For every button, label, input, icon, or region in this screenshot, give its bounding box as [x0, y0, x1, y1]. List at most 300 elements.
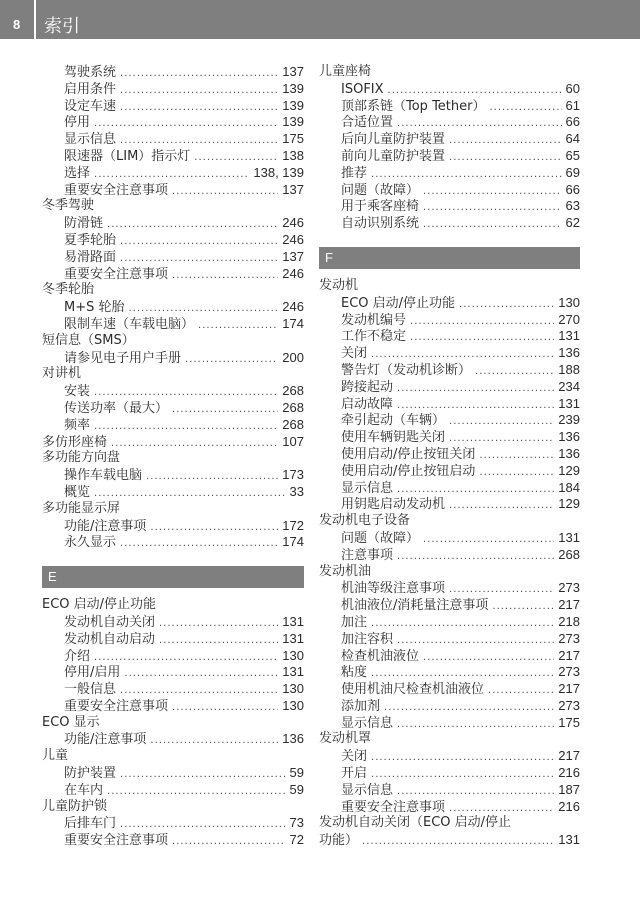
index-entry — [319, 832, 580, 849]
entry-label: 启用条件 — [64, 81, 117, 97]
section-header-e: E — [42, 566, 304, 588]
dot-leader — [423, 200, 562, 217]
page-reference: 184 — [558, 479, 580, 495]
index-subentry — [319, 782, 580, 799]
dot-leader — [397, 633, 554, 650]
page-reference: 64 — [565, 131, 580, 147]
page-reference: 273 — [558, 697, 580, 713]
entry-label: 开启 — [341, 766, 368, 782]
page-reference: 174 — [282, 534, 304, 550]
index-subentry — [42, 698, 304, 715]
dot-leader — [449, 431, 554, 448]
index-subentry — [319, 165, 580, 182]
index-subentry — [319, 715, 580, 732]
entry-label: 重要安全注意事项 — [64, 833, 169, 849]
index-entry — [42, 597, 304, 614]
spacer — [42, 588, 304, 597]
page-reference: 246 — [282, 265, 304, 281]
index-subentry — [319, 198, 580, 215]
index-subentry — [42, 832, 304, 849]
index-subentry — [42, 782, 304, 799]
entry-label: 重要安全注意事项 — [341, 799, 446, 815]
index-subentry — [319, 547, 580, 564]
dot-leader — [94, 419, 278, 436]
dot-leader — [107, 217, 278, 234]
entry-label: 对讲机 — [42, 366, 82, 382]
page-reference: 137 — [282, 64, 304, 79]
page-reference: 136 — [558, 429, 580, 445]
index-subentry — [42, 534, 304, 551]
page-reference: 188 — [558, 361, 580, 377]
dot-leader — [172, 268, 278, 285]
entry-label: 多仿形座椅 — [42, 434, 108, 450]
index-subentry — [319, 664, 580, 681]
page-reference: 131 — [282, 613, 304, 629]
index-entry — [42, 198, 304, 215]
dot-leader — [397, 116, 562, 133]
dot-leader — [449, 582, 554, 599]
dot-leader — [120, 100, 278, 117]
entry-label: 加注 — [341, 614, 368, 630]
index-subentry — [319, 496, 580, 513]
dot-leader — [120, 234, 278, 251]
entry-label: 儿童座椅 — [319, 64, 372, 79]
index-entry — [42, 501, 304, 518]
entry-label: 粘度 — [341, 665, 368, 681]
index-entry — [42, 434, 304, 451]
page-reference: 129 — [558, 462, 580, 478]
entry-label: 功能/注意事项 — [64, 518, 147, 534]
page-reference: 131 — [558, 328, 580, 344]
entry-label: ECO 启动/停止功能 — [341, 295, 456, 311]
dot-leader — [397, 482, 554, 499]
page-reference: 138, 139 — [253, 164, 304, 180]
index-entry — [42, 282, 304, 299]
entry-label: 发动机编号 — [341, 312, 407, 328]
dot-leader — [120, 251, 278, 268]
dot-leader — [371, 167, 562, 184]
index-entry — [42, 333, 304, 350]
index-subentry — [42, 664, 304, 681]
index-subentry — [42, 614, 304, 631]
index-subentry — [319, 345, 580, 362]
index-entry — [42, 715, 304, 732]
page-reference: 175 — [558, 714, 580, 730]
index-block-e — [42, 597, 304, 849]
page-reference: 130 — [282, 681, 304, 697]
entry-label: 工作不稳定 — [341, 329, 407, 345]
page-title: 索引 — [44, 16, 80, 37]
dot-leader — [449, 150, 562, 167]
dot-leader — [107, 784, 286, 801]
entry-label: 选择 — [64, 165, 91, 181]
entry-label: 顶部系链（Top Tether） — [341, 98, 486, 114]
index-entry — [319, 731, 580, 748]
page-number: 8 — [13, 17, 21, 32]
entry-label: 发动机自动关闭（ECO 启动/停止 — [319, 815, 512, 831]
entry-label: 请参见电子用户手册 — [64, 350, 182, 366]
index-subentry — [319, 396, 580, 413]
dot-leader — [371, 666, 554, 683]
entry-label: 问题（故障） — [341, 182, 420, 198]
entry-label: 发动机 — [319, 277, 359, 293]
dot-leader — [94, 167, 249, 184]
index-subentry — [42, 232, 304, 249]
dot-leader — [397, 717, 554, 734]
entry-label: 冬季轮胎 — [42, 282, 95, 298]
page-reference: 216 — [558, 798, 580, 814]
page-reference: 131 — [282, 664, 304, 680]
dot-leader — [172, 402, 278, 419]
entry-label: 多功能显示屏 — [42, 500, 121, 516]
entry-label: 使用机油尺检查机油液位 — [341, 682, 485, 698]
entry-label: 用于乘客座椅 — [341, 199, 420, 215]
index-subentry — [42, 681, 304, 698]
index-subentry — [42, 631, 304, 648]
dot-leader — [449, 498, 554, 515]
entry-label: 防滑链 — [64, 216, 104, 232]
entry-label: 冬季驾驶 — [42, 198, 95, 214]
page-reference: 246 — [282, 231, 304, 247]
dot-leader — [423, 650, 554, 667]
dot-leader — [120, 817, 286, 834]
index-block-f — [319, 278, 580, 849]
index-entry — [319, 815, 580, 832]
index-subentry — [42, 215, 304, 232]
index-entry — [42, 748, 304, 765]
entry-label: M+S 轮胎 — [64, 300, 125, 316]
index-subentry — [42, 815, 304, 832]
index-subentry — [319, 463, 580, 480]
entry-label: 发动机电子设备 — [319, 513, 411, 529]
header-divider — [34, 0, 36, 39]
index-subentry — [319, 698, 580, 715]
index-subentry — [319, 312, 580, 329]
entry-label: ECO 显示 — [42, 714, 100, 730]
entry-label: 后向儿童防护装置 — [341, 132, 446, 148]
index-subentry — [42, 350, 304, 367]
entry-label: ISOFIX — [341, 81, 384, 97]
index-subentry — [319, 631, 580, 648]
dot-leader — [475, 364, 554, 381]
index-subentry — [42, 484, 304, 501]
page-reference: 217 — [558, 647, 580, 663]
index-entry — [42, 450, 304, 467]
page-reference: 65 — [565, 147, 580, 163]
index-subentry — [319, 215, 580, 232]
entry-label: 加注容积 — [341, 631, 394, 647]
entry-label: 永久显示 — [64, 535, 117, 551]
index-subentry — [319, 446, 580, 463]
dot-leader — [397, 398, 554, 415]
dot-leader — [479, 448, 554, 465]
entry-label: 注意事项 — [341, 547, 394, 563]
index-subentry — [319, 98, 580, 115]
page-reference: 239 — [558, 412, 580, 428]
page-reference: 61 — [565, 97, 580, 113]
entry-label: 功能/注意事项 — [64, 732, 147, 748]
page-reference: 174 — [282, 315, 304, 331]
index-entry — [319, 64, 580, 81]
dot-leader — [120, 683, 278, 700]
page-reference: 129 — [558, 496, 580, 512]
page-reference: 69 — [565, 164, 580, 180]
index-subentry — [319, 530, 580, 547]
dot-leader — [150, 733, 278, 750]
page-reference: 217 — [558, 597, 580, 613]
index-subentry — [319, 295, 580, 312]
dot-leader — [397, 549, 554, 566]
page-reference: 268 — [282, 416, 304, 432]
entry-label: 自动识别系统 — [341, 216, 420, 232]
index-subentry — [42, 148, 304, 165]
page-reference: 62 — [565, 215, 580, 231]
entry-label: 限制车速（车载电脑） — [64, 316, 195, 332]
page-reference: 273 — [558, 664, 580, 680]
index-subentry — [319, 480, 580, 497]
dot-leader — [185, 352, 278, 369]
dot-leader — [371, 347, 554, 364]
entry-label: 使用车辆钥匙关闭 — [341, 430, 446, 446]
page-reference: 130 — [282, 647, 304, 663]
entry-label: 使用启动/停止按钮启动 — [341, 463, 476, 479]
entry-label: ECO 启动/停止功能 — [42, 597, 157, 613]
page-reference: 139 — [282, 80, 304, 96]
entry-label: 重要安全注意事项 — [64, 698, 169, 714]
page-reference: 273 — [558, 630, 580, 646]
entry-label: 重要安全注意事项 — [64, 266, 169, 282]
page-reference: 130 — [558, 294, 580, 310]
dot-leader — [94, 650, 278, 667]
dot-leader — [172, 834, 286, 851]
dot-leader — [459, 297, 554, 314]
entry-label: 限速器（LIM）指示灯 — [64, 148, 191, 164]
dot-leader — [94, 385, 278, 402]
entry-label: 显示信息 — [64, 132, 117, 148]
page-reference: 136 — [282, 731, 304, 747]
dot-leader — [449, 414, 554, 431]
entry-label: 安装 — [64, 384, 91, 400]
entry-label: 添加剂 — [341, 698, 381, 714]
entry-label: 发动机油 — [319, 563, 372, 579]
index-block-left-top — [42, 64, 304, 551]
index-subentry — [42, 518, 304, 535]
entry-label: 机油液位/消耗量注意事项 — [341, 598, 489, 614]
entry-label: 传送功率（最大） — [64, 400, 169, 416]
dot-leader — [120, 66, 278, 83]
index-subentry — [319, 648, 580, 665]
entry-label: 合适位置 — [341, 115, 394, 131]
page-reference: 131 — [558, 395, 580, 411]
spacer — [319, 269, 580, 278]
entry-label: 显示信息 — [341, 782, 394, 798]
page-reference: 273 — [558, 580, 580, 596]
page-reference: 33 — [289, 483, 304, 499]
dot-leader — [120, 767, 286, 784]
page-reference: 137 — [282, 181, 304, 197]
page-reference: 268 — [282, 383, 304, 399]
index-entry — [42, 366, 304, 383]
page-reference: 73 — [289, 815, 304, 831]
index-subentry — [42, 81, 304, 98]
entry-label: 防护装置 — [64, 766, 117, 782]
entry-label: 推荐 — [341, 165, 368, 181]
page-reference: 66 — [565, 114, 580, 130]
index-subentry — [319, 429, 580, 446]
index-subentry — [42, 417, 304, 434]
index-column-right — [319, 64, 580, 849]
entry-label: 警告灯（发动机诊断） — [341, 362, 472, 378]
page-reference: 217 — [558, 681, 580, 697]
dot-leader — [172, 700, 278, 717]
entry-label: 关闭 — [341, 749, 368, 765]
index-subentry — [42, 249, 304, 266]
index-subentry — [319, 81, 580, 98]
entry-label: 短信息（SMS） — [42, 332, 135, 348]
entry-label: 发动机自动关闭 — [64, 614, 156, 630]
index-subentry — [42, 64, 304, 81]
dot-leader — [489, 100, 561, 117]
entry-label: 用钥匙启动发动机 — [341, 497, 446, 513]
dot-leader — [124, 666, 278, 683]
entry-label: 功能） — [319, 833, 359, 849]
dot-leader — [371, 767, 554, 784]
index-entry — [319, 278, 580, 295]
index-subentry — [42, 266, 304, 283]
page-reference: 218 — [558, 613, 580, 629]
entry-label: 重要安全注意事项 — [64, 182, 169, 198]
dot-leader — [423, 217, 562, 234]
page-reference: 173 — [282, 467, 304, 483]
index-subentry — [42, 165, 304, 182]
entry-label: 显示信息 — [341, 715, 394, 731]
page-reference: 139 — [282, 114, 304, 130]
index-subentry — [42, 182, 304, 199]
page-reference: 60 — [565, 80, 580, 96]
spacer — [319, 232, 580, 247]
index-subentry — [319, 681, 580, 698]
page-reference: 136 — [558, 445, 580, 461]
dot-leader — [159, 616, 278, 633]
index-subentry — [319, 748, 580, 765]
entry-label: 前向儿童防护装置 — [341, 148, 446, 164]
page-reference: 139 — [282, 97, 304, 113]
page-reference: 200 — [282, 349, 304, 365]
dot-leader — [371, 616, 554, 633]
page-reference: 217 — [558, 748, 580, 764]
index-subentry — [42, 383, 304, 400]
entry-label: 牵引起动（车辆） — [341, 413, 446, 429]
entry-label: 一般信息 — [64, 682, 117, 698]
entry-label: 儿童 — [42, 748, 69, 764]
entry-label: 关闭 — [341, 346, 368, 362]
index-subentry — [319, 328, 580, 345]
page-reference: 136 — [558, 345, 580, 361]
dot-leader — [150, 520, 278, 537]
entry-label: 概览 — [64, 484, 91, 500]
index-subentry — [42, 131, 304, 148]
dot-leader — [423, 532, 554, 549]
dot-leader — [479, 465, 554, 482]
page-reference: 268 — [282, 399, 304, 415]
page-reference: 131 — [282, 630, 304, 646]
entry-label: 介绍 — [64, 648, 91, 664]
entry-label: 跨接起动 — [341, 379, 394, 395]
dot-leader — [423, 184, 562, 201]
page-reference: 59 — [289, 781, 304, 797]
index-subentry — [319, 799, 580, 816]
index-subentry — [319, 614, 580, 631]
dot-leader — [488, 683, 554, 700]
page-reference: 175 — [282, 131, 304, 147]
dot-leader — [94, 116, 278, 133]
dot-leader — [388, 83, 562, 100]
dot-leader — [198, 318, 278, 335]
page-reference: 172 — [282, 517, 304, 533]
index-subentry — [42, 648, 304, 665]
dot-leader — [120, 536, 278, 553]
dot-leader — [397, 784, 554, 801]
index-subentry — [319, 580, 580, 597]
index-subentry — [42, 731, 304, 748]
index-entry — [319, 513, 580, 530]
page-reference: 234 — [558, 378, 580, 394]
dot-leader — [129, 301, 279, 318]
dot-leader — [362, 834, 554, 851]
index-subentry — [319, 412, 580, 429]
entry-label: 发动机罩 — [319, 731, 372, 747]
entry-label: 易滑路面 — [64, 249, 117, 265]
entry-label: 多功能方向盘 — [42, 450, 121, 466]
page-reference: 131 — [558, 529, 580, 545]
index-subentry — [319, 765, 580, 782]
entry-label: 发动机自动启动 — [64, 631, 156, 647]
index-column-left — [42, 64, 304, 849]
page-header — [0, 0, 640, 39]
dot-leader — [397, 381, 554, 398]
page-reference: 216 — [558, 765, 580, 781]
index-subentry — [42, 316, 304, 333]
entry-label: 频率 — [64, 417, 91, 433]
index-entry — [42, 799, 304, 816]
entry-label: 驾驶系统 — [64, 65, 117, 80]
entry-label: 夏季轮胎 — [64, 232, 117, 248]
entry-label: 停用/启用 — [64, 665, 121, 681]
index-subentry — [42, 400, 304, 417]
index-subentry — [42, 765, 304, 782]
page-reference: 246 — [282, 215, 304, 231]
dot-leader — [172, 184, 278, 201]
dot-leader — [492, 599, 554, 616]
entry-label: 启动故障 — [341, 396, 394, 412]
entry-label: 设定车速 — [64, 98, 117, 114]
index-subentry — [319, 148, 580, 165]
dot-leader — [159, 633, 278, 650]
entry-label: 在车内 — [64, 782, 104, 798]
page-reference: 66 — [565, 181, 580, 197]
dot-leader — [146, 469, 278, 486]
index-subentry — [319, 131, 580, 148]
page-reference: 72 — [289, 832, 304, 848]
page-reference: 246 — [282, 299, 304, 315]
entry-label: 儿童防护锁 — [42, 798, 108, 814]
dot-leader — [120, 83, 278, 100]
entry-label: 显示信息 — [341, 480, 394, 496]
index-subentry — [42, 114, 304, 131]
entry-label: 后排车门 — [64, 816, 117, 832]
index-subentry — [319, 597, 580, 614]
index-subentry — [319, 379, 580, 396]
